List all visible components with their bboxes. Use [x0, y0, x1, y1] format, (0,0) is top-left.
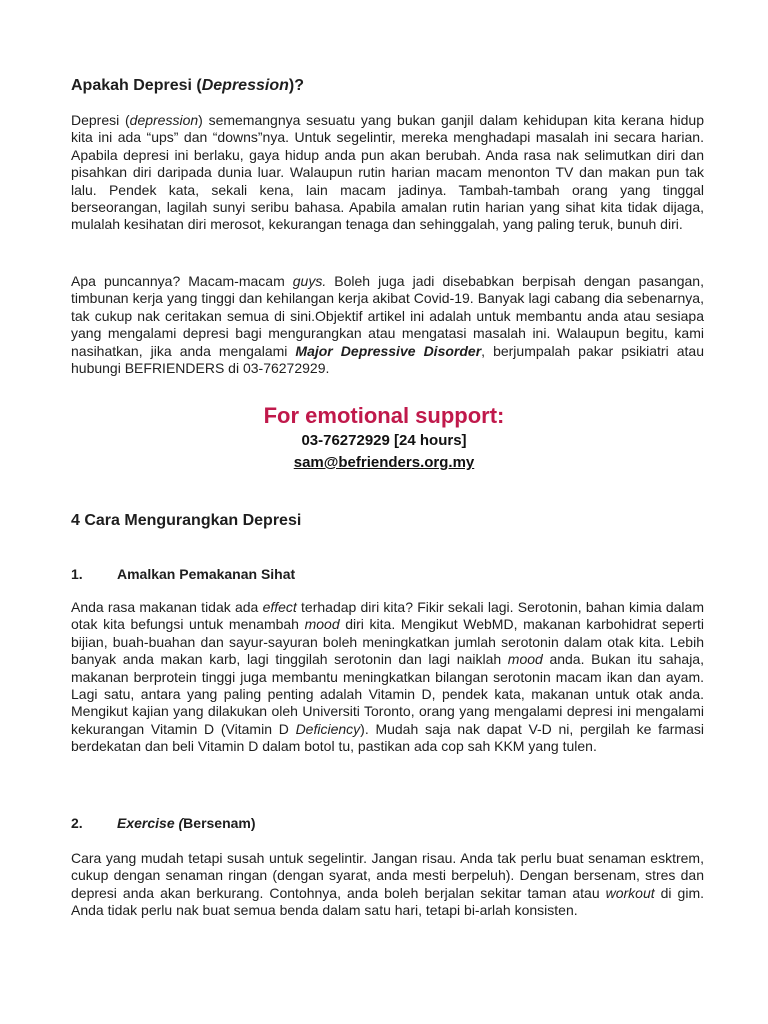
item1-heading-block: [71, 565, 704, 583]
intro-heading-block: [71, 76, 704, 96]
paragraph: Cara yang mudah tetapi susah untuk segelintir. Jangan risau. Anda tak perlu buat senaman esktrem, cukup dengan senaman ringan (dengan syarat, anda mesti berpeluh). Dengan bersenam, stres dan depresi anda akan berkurang. Contohnya, anda boleh berjalan sekitar taman atau workout di gim. Anda tidak perlu nak buat semua benda dalam satu hari, tetapi bi-arlah konsisten.: [71, 850, 704, 919]
intro-paragraph-1: [71, 112, 704, 234]
paragraph: Anda rasa makanan tidak ada effect terhadap diri kita? Fikir sekali lagi. Serotonin, bahan kimia dalam otak kita befungsi untuk menambah mood diri kita. Mengikut WebMD, makanan karbohidrat seperti bijian, buah-buahan dan sayur-sayuran boleh meningkatkan jumlah serotonin dalam otak kita. Lebih banyak anda makan karb, lagi tinggilah serotonin dan lagi naiklah mood anda. Bukan itu sahaja, makanan berprotein tinggi juga membantu meningkatkan bilangan serotonin macam ikan dan ayam. Lagi satu, antara yang paling penting adalah Vitamin D, pendek kata, makanan untuk otak anda. Mengikut kajian yang dilakukan oleh Universiti Toronto, orang yang mengalami depresi ini mengalami kekurangan Vitamin D (Vitamin D Deficiency). Mudah saja nak dapat V-D ni, pergilah ke farmasi berdekatan dan beli Vitamin D dalam botol tu, pastikan ada cop sah KKM yang tulen.: [71, 599, 704, 755]
item2-heading-block: [71, 814, 704, 832]
intro-paragraph-2: [71, 273, 704, 377]
item1-heading: [71, 565, 704, 583]
item2-heading: [71, 814, 704, 832]
item1-number: 1.: [71, 566, 83, 582]
item2-number: 2.: [71, 815, 83, 831]
item2-paragraph: [71, 850, 704, 920]
intro-heading: Apakah Depresi (Depression)?: [71, 77, 304, 94]
item1-paragraph: [71, 599, 704, 756]
paragraph: Apa puncannya? Macam-macam guys. Boleh juga jadi disebabkan berpisah dengan pasangan, timbunan kerja yang tinggi dan kehilangan kerja akibat Covid-19. Banyak lagi cabang dia sebenarnya, tak cukup nak ceritakan semua di sini.Objektif artikel ini adalah untuk membantu anda atau sesiapa yang mengalami depresi bagi mengurangkan atau mengatasi masalah ini. Walaupun begitu, kami nasihatkan, jika anda mengalami Major Depressive Disorder, berjumpalah pakar psikiatri atau hubungi BEFRIENDERS di 03-76272929.: [71, 273, 704, 377]
support-phone: 03-76272929 [24 hours]: [301, 432, 467, 449]
support-email-link[interactable]: sam@befrienders.org.my: [293, 454, 475, 471]
section-heading: 4 Cara Mengurangkan Depresi: [71, 512, 302, 529]
item1-title: Amalkan Pemakanan Sihat: [117, 566, 296, 582]
emotional-support-box: [0, 402, 768, 474]
support-heading: For emotional support:: [263, 403, 505, 428]
paragraph: Depresi (depression) sememangnya sesuatu yang bukan ganjil dalam kehidupan kita kerana hidup kita ini ada “ups” dan “downs”nya. Untuk segelintir, mereka menghadapi masalah ini secara harian. Apabila depresi ini berlaku, gaya hidup anda pun akan berubah. Anda rasa nak selimutkan diri dan pisahkan diri daripada dunia luar. Walaupun rutin harian macam menonton TV dan makan pun tak lalu. Pendek kata, sekali kena, lain macam jadinya. Tambah-tambah orang yang tinggal berseorangan, lagilah sunyi seribu bahasa. Apabila amalan rutin harian yang sihat kita tidak dijaga, mulalah kesihatan diri merosot, kekurangan tenaga dan sehinggalah, yang paling teruk, bunuh diri.: [71, 112, 704, 233]
section-heading-block: [71, 511, 704, 531]
item2-title: Exercise (Bersenam): [117, 815, 256, 831]
